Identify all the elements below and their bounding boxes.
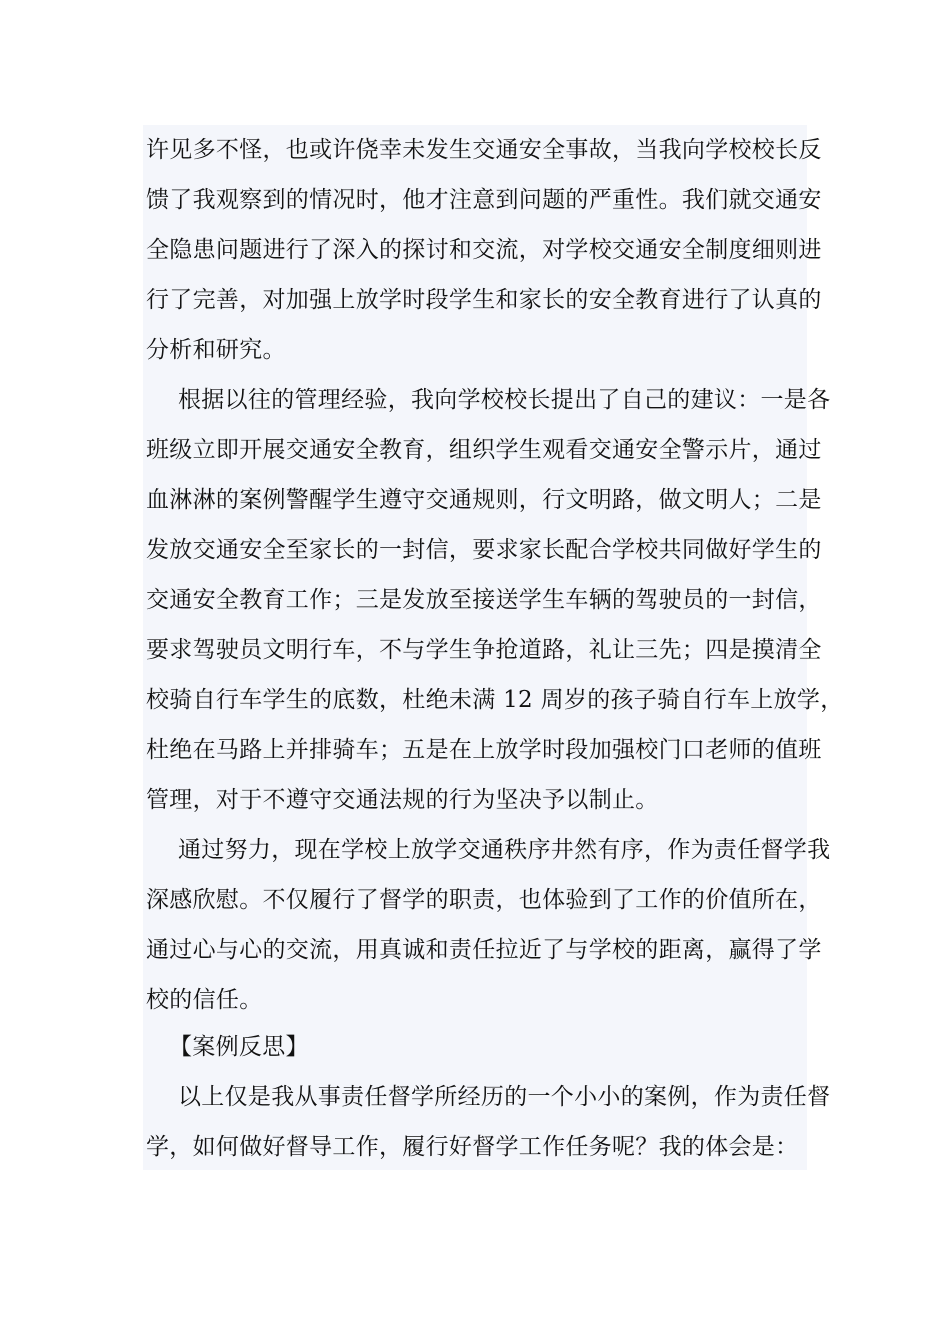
text-line: 行了完善，对加强上放学时段学生和家长的安全教育进行了认真的 xyxy=(146,287,822,313)
text-line: 管理，对于不遵守交通法规的行为坚决予以制止。 xyxy=(146,787,659,813)
text-line: 深感欣慰。不仅履行了督学的职责，也体验到了工作的价值所在， xyxy=(146,887,822,913)
text-line: 学，如何做好督导工作，履行好督学工作任务呢？我的体会是： xyxy=(146,1134,799,1160)
text-line: 以上仅是我从事责任督学所经历的一个小小的案例，作为责任督 xyxy=(178,1084,831,1110)
text-line: 通过努力，现在学校上放学交通秩序井然有序，作为责任督学我 xyxy=(178,837,831,863)
text-block xyxy=(143,125,844,1170)
text-line: 许见多不怪，也或许侥幸未发生交通安全事故，当我向学校校长反 xyxy=(146,137,822,163)
text-line: 分析和研究。 xyxy=(146,337,286,363)
text-line: 要求驾驶员文明行车，不与学生争抢道路，礼让三先；四是摸清全 xyxy=(146,637,822,663)
section-heading: 【案例反思】 xyxy=(169,1034,309,1060)
text-line: 交通安全教育工作；三是发放至接送学生车辆的驾驶员的一封信， xyxy=(146,587,822,613)
text-line: 杜绝在马路上并排骑车；五是在上放学时段加强校门口老师的值班 xyxy=(146,737,822,763)
text-line: 根据以往的管理经验，我向学校校长提出了自己的建议：一是各 xyxy=(178,387,831,413)
text-line: 馈了我观察到的情况时，他才注意到问题的严重性。我们就交通安 xyxy=(146,187,822,213)
text-line: 血淋淋的案例警醒学生遵守交通规则，行文明路，做文明人；二是 xyxy=(146,487,822,513)
text-line: 发放交通安全至家长的一封信，要求家长配合学校共同做好学生的 xyxy=(146,537,822,563)
text-line: 通过心与心的交流，用真诚和责任拉近了与学校的距离，赢得了学 xyxy=(146,937,822,963)
text-line: 校骑自行车学生的底数，杜绝未满 12 周岁的孩子骑自行车上放学， xyxy=(146,687,844,713)
text-line: 校的信任。 xyxy=(146,987,263,1013)
text-line: 班级立即开展交通安全教育，组织学生观看交通安全警示片，通过 xyxy=(146,437,822,463)
text-line: 全隐患问题进行了深入的探讨和交流，对学校交通安全制度细则进 xyxy=(146,237,822,263)
